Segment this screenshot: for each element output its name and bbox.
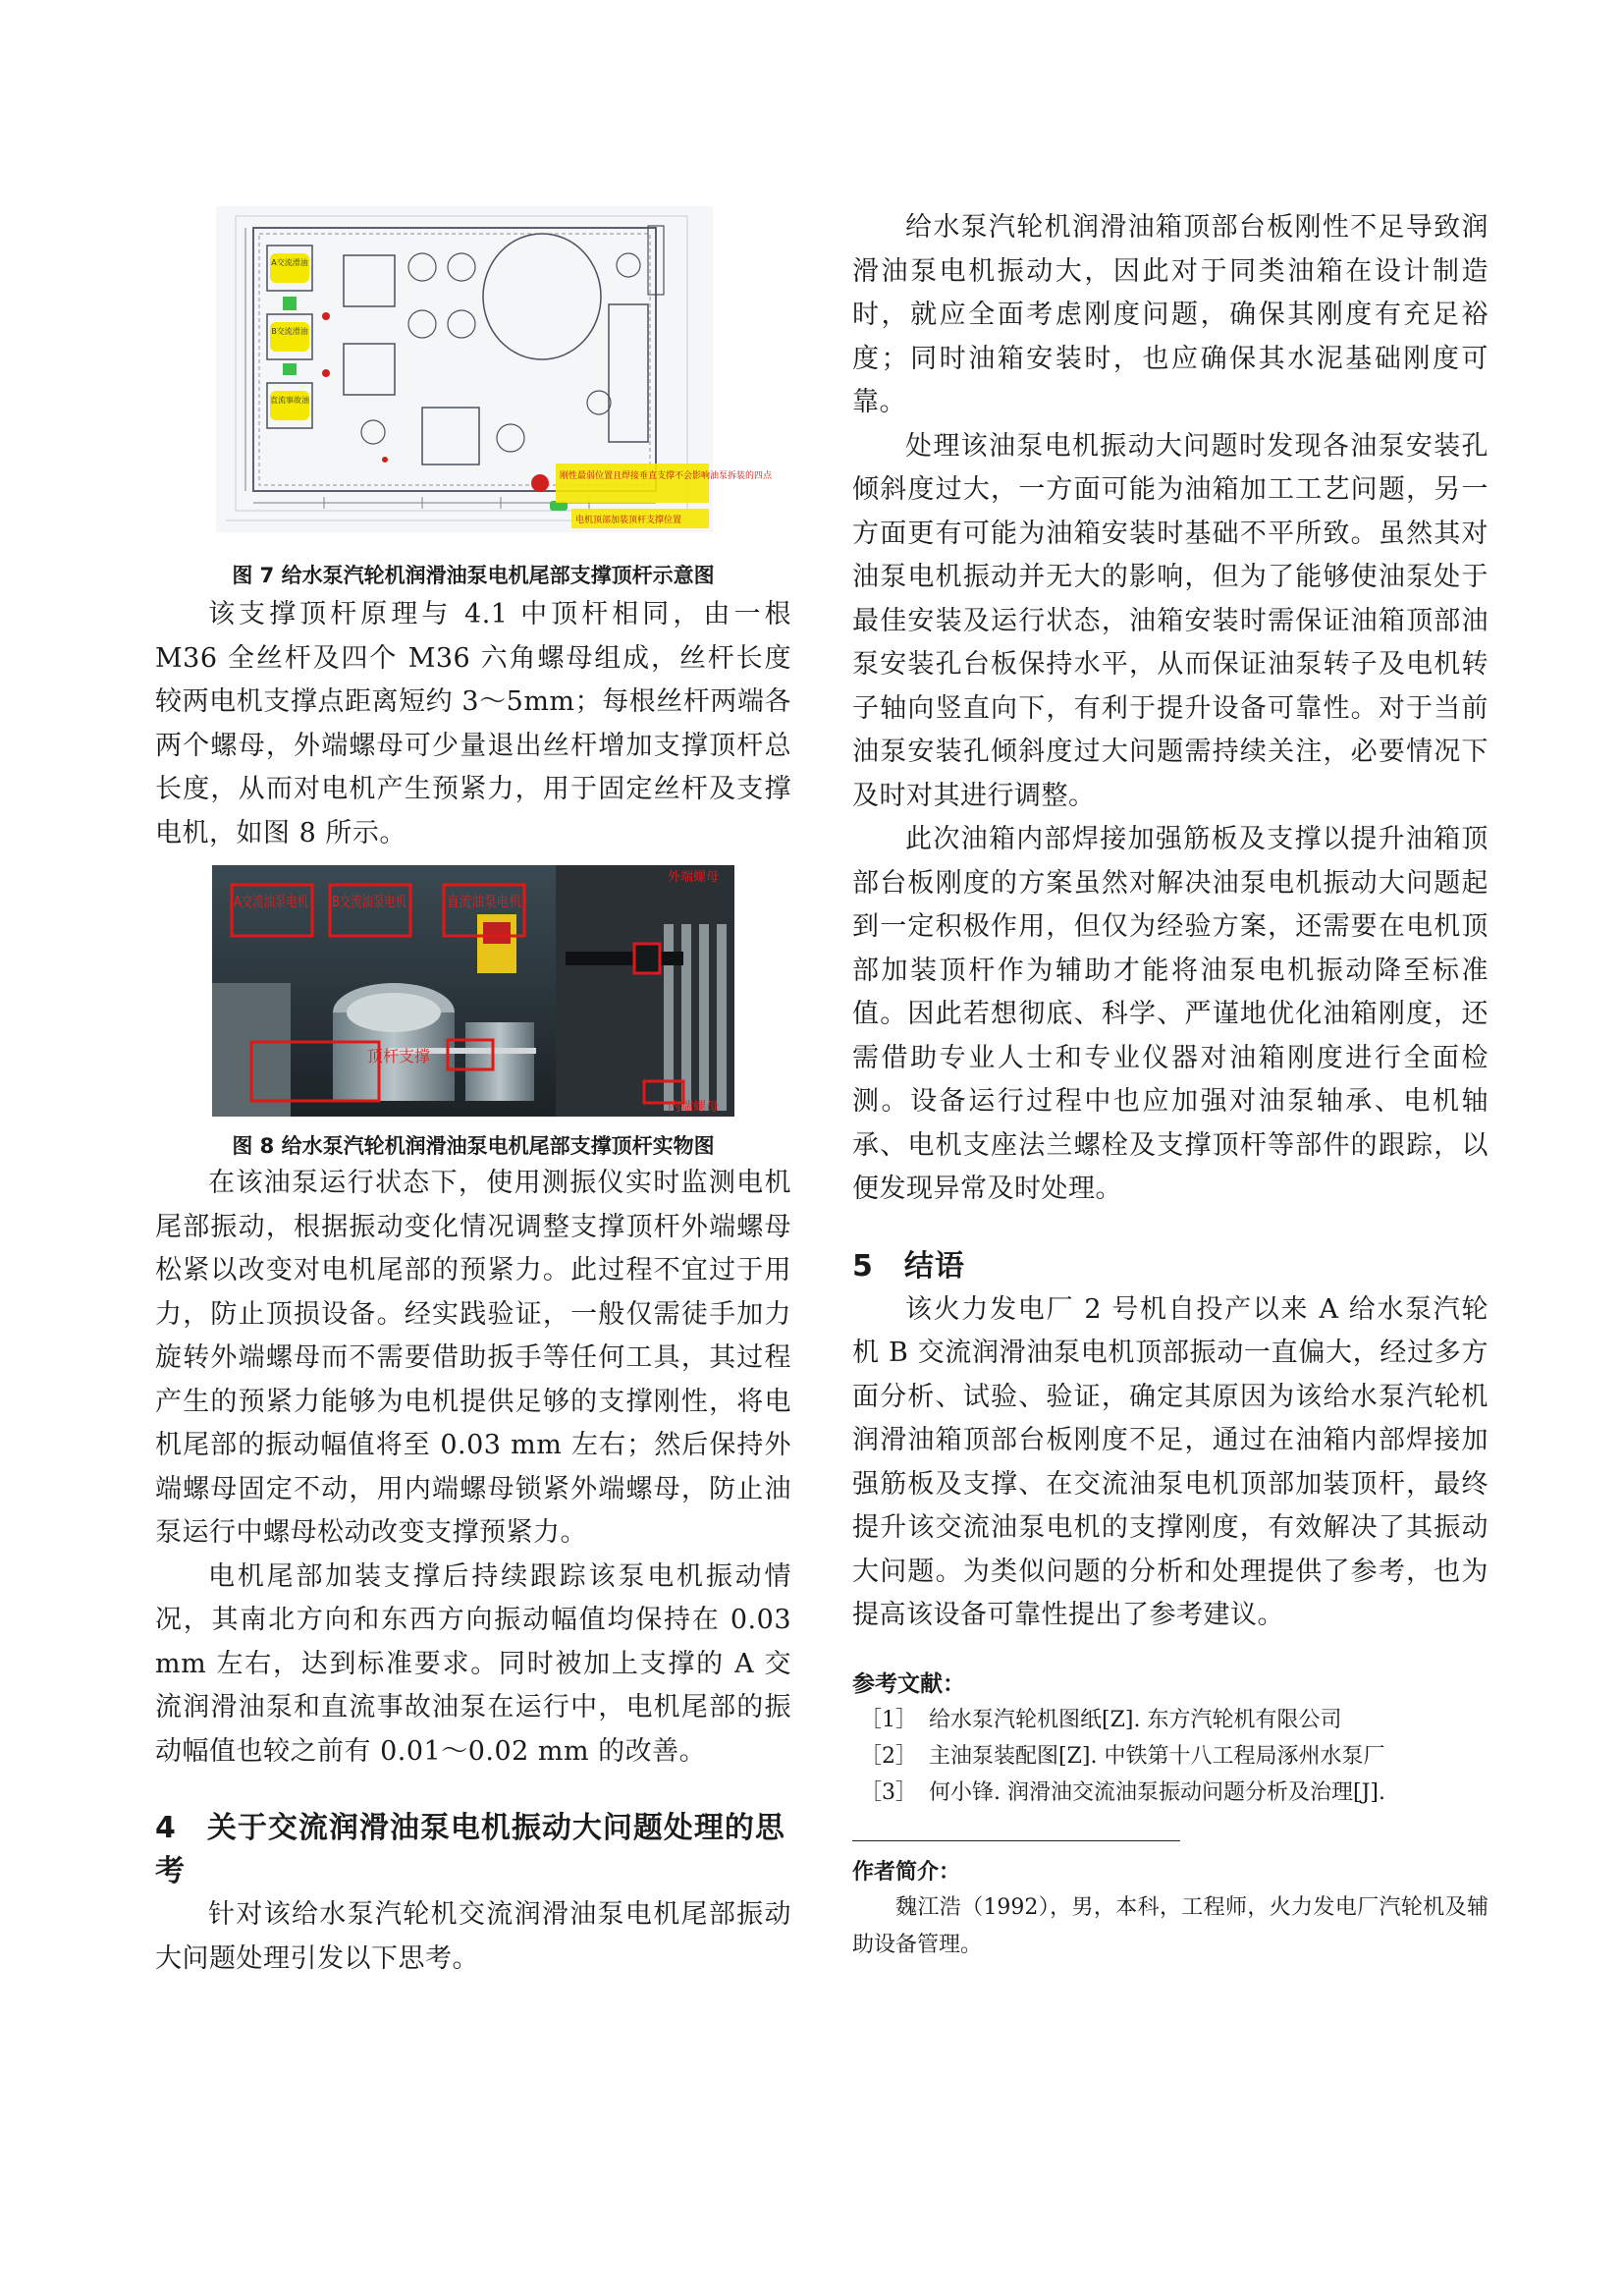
figure-8-photo xyxy=(212,865,734,1117)
section-4-heading: 4 关于交流润滑油泵电机振动大问题处理的思考 xyxy=(155,1811,785,1888)
left-paragraph-3: 电机尾部加装支撑后持续跟踪该泵电机振动情况，其南北方向和东西方向振动幅值均保持在 0.03 mm 左右，达到标准要求。同时被加上支撑的 A 交流润滑油泵和直流事故油泵在运行中，电机尾部的振动幅值也较之前有 0.01～0.02 mm 的改善。 xyxy=(155,1560,791,1767)
fig8-label-dc-pump: 直流油泵电机 xyxy=(447,893,521,910)
figure-7-drawing xyxy=(216,206,773,532)
fig8-label-support: 顶杆支撑 xyxy=(366,1047,431,1066)
author-bio: 魏江浩（1992），男，本科，工程师，火力发电厂汽轮机及辅助设备管理。 xyxy=(852,1894,1488,1957)
reference-text: 何小锋. 润滑油交流油泵振动问题分析及治理[J]. xyxy=(929,1779,1385,1805)
reference-item xyxy=(852,1738,1488,1775)
bio-divider xyxy=(852,1840,1180,1841)
reference-text: 给水泵汽轮机图纸[Z]. 东方汽轮机有限公司 xyxy=(929,1707,1342,1732)
reference-item xyxy=(852,1702,1488,1738)
left-paragraph-4: 针对该给水泵汽轮机交流润滑油泵电机尾部振动大问题处理引发以下思考。 xyxy=(155,1899,791,1974)
reference-number: ［2］ xyxy=(860,1743,917,1769)
fig7-label-pump-dc: 直流事故油 xyxy=(270,396,309,405)
right-paragraph-1: 给水泵汽轮机润滑油箱顶部台板刚性不足导致润滑油泵电机振动大，因此对于同类油箱在设计制造时，就应全面考虑刚度问题，确保其刚度有充足裕度；同时油箱安装时，也应确保其水泥基础刚度可靠。 xyxy=(852,212,1488,417)
author-bio-title: 作者简介： xyxy=(852,1859,961,1885)
fig8-label-inner-nut: 内端螺母 xyxy=(667,1100,720,1115)
left-paragraph-2: 在该油泵运行状态下，使用测振仪实时监测电机尾部振动，根据振动变化情况调整支撑顶杆外端螺母松紧以改变对电机尾部的预紧力。此过程不宜过于用力，防止顶损设备。经实践验证，一般仅需徒手加力旋转外端螺母而不需要借助扳手等任何工具，其过程产生的预紧力能够为电机提供足够的支撑刚性，将电机尾部的振动幅值将至 0.03 mm 左右；然后保持外端螺母固定不动，用内端螺母锁紧外端螺母，防止油泵运行中螺母松动改变支撑预紧力。 xyxy=(155,1168,791,1548)
references-list xyxy=(852,1702,1488,1811)
right-paragraph-5: 该火力发电厂 2 号机自投产以来 A 给水泵汽轮机 B 交流润滑油泵电机顶部振动一直偏大，经过多方面分析、试验、验证，确定其原因为该给水泵汽轮机润滑油箱顶部台板刚度不足，通过在油箱内部焊接加强筋板及支撑、在交流油泵电机顶部加装顶杆，最终提升该交流油泵电机的支撑刚度，有效解决了其振动大问题。为类似问题的分析和处理提供了参考，也为提高该设备可靠性提出了参考建议。 xyxy=(852,1293,1488,1630)
left-column xyxy=(155,206,791,1981)
fig8-label-b-pump: B交流油泵电机 xyxy=(332,893,406,910)
fig7-note-1: 刚性最弱位置且焊接垂直支撑不会影响油泵拆装的四点 xyxy=(560,471,773,481)
reference-item xyxy=(852,1775,1488,1811)
reference-number: ［3］ xyxy=(860,1779,917,1805)
fig7-note-2: 电机顶部加装顶杆支撑位置 xyxy=(575,516,682,525)
fig8-label-a-pump: A交流油泵电机 xyxy=(234,893,308,910)
right-paragraph-3: 此次油箱内部焊接加强筋板及支撑以提升油箱顶部台板刚度的方案虽然对解决油泵电机振动大问题起到一定积极作用，但仅为经验方案，还需要在电机顶部加装顶杆作为辅助才能将油泵电机振动降至标准值。因此若想彻底、科学、严谨地优化油箱刚度，还需借助专业人士和专业仪器对油箱刚度进行全面检测。设备运行过程中也应加强对油泵轴承、电机轴承、电机支座法兰螺栓及支撑顶杆等部件的跟踪，以便发现异常及时处理。 xyxy=(852,824,1488,1204)
section-5-heading: 5 结语 xyxy=(852,1248,965,1284)
references-title: 参考文献： xyxy=(852,1670,965,1697)
figure-7 xyxy=(216,206,773,532)
right-paragraph-2: 处理该油泵电机振动大问题时发现各油泵安装孔倾斜度过大，一方面可能为油箱加工工艺问题，另一方面更有可能为油箱安装时基础不平所致。虽然其对油泵电机振动并无大的影响，但为了能够使油泵处于最佳安装及运行状态，油箱安装时需保证油箱顶部油泵安装孔台板保持水平，从而保证油泵转子及电机转子轴向竖直向下，有利于提升设备可靠性。对于当前油泵安装孔倾斜度过大问题需持续关注，必要情况下及时对其进行调整。 xyxy=(852,430,1488,811)
reference-number: ［1］ xyxy=(860,1707,917,1732)
fig8-label-outer-nut: 外端螺母 xyxy=(667,870,720,885)
figure-8-caption: 图 8 给水泵汽轮机润滑油泵电机尾部支撑顶杆实物图 xyxy=(232,1134,715,1158)
figure-8 xyxy=(212,865,734,1117)
right-column xyxy=(852,206,1488,1964)
fig7-label-pump-b: B交流滑油 xyxy=(271,327,308,336)
fig7-label-pump-a: A交流滑油 xyxy=(271,258,308,267)
left-paragraph-1: 该支撑顶杆原理与 4.1 中顶杆相同，由一根 M36 全丝杆及四个 M36 六角螺母组成，丝杆长度较两电机支撑点距离短约 3～5mm；每根丝杆两端各两个螺母，外端螺母可少量退出丝杆增加支撑顶杆总长度，从而对电机产生预紧力，用于固定丝杆及支撑电机，如图 8 所示。 xyxy=(155,599,791,848)
reference-text: 主油泵装配图[Z]. 中铁第十八工程局涿州水泵厂 xyxy=(929,1743,1385,1769)
figure-7-caption: 图 7 给水泵汽轮机润滑油泵电机尾部支撑顶杆示意图 xyxy=(232,564,715,587)
